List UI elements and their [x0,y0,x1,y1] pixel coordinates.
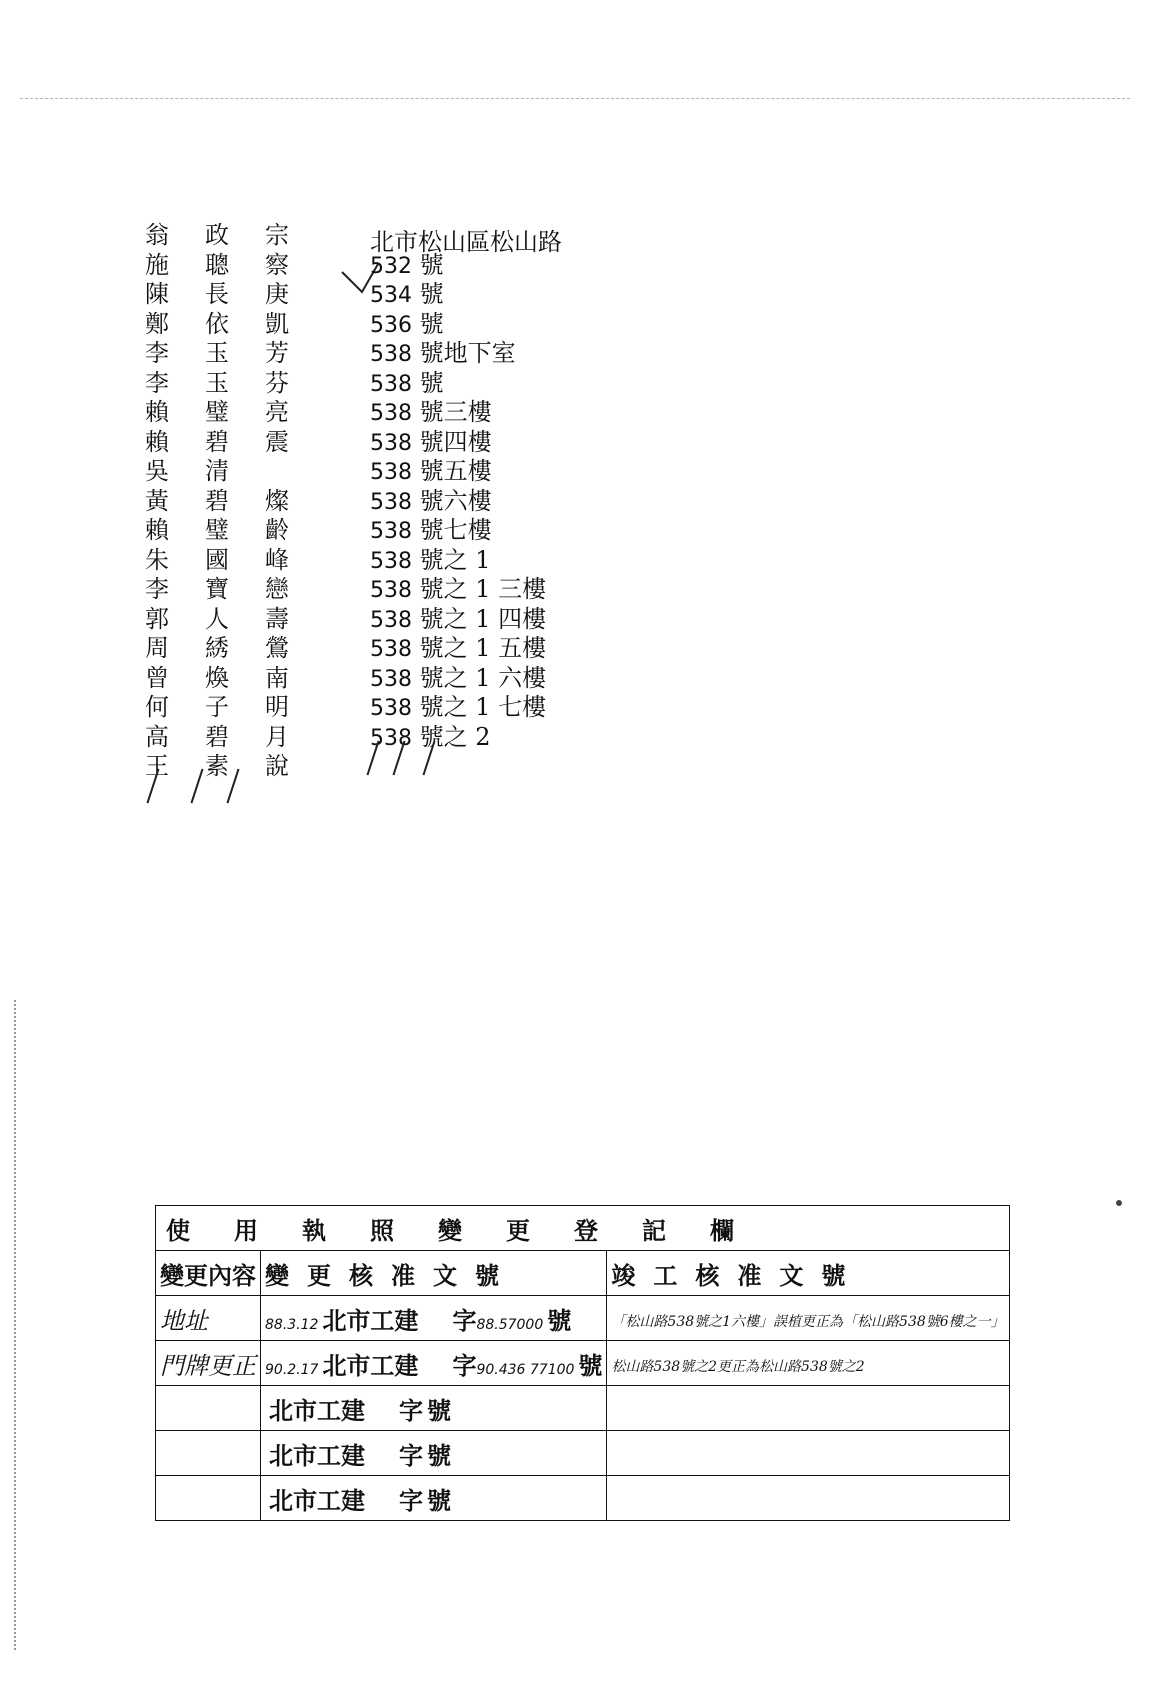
address-suffix: 號之 1 三樓 [419,575,547,603]
address-suffix: 號之 1 六樓 [419,663,547,692]
register-row [156,1341,1010,1386]
name-char: 綉 [205,634,229,662]
house-number: 538 [370,371,412,397]
name-char: 周 [145,634,169,662]
owner-address [370,309,630,341]
register-title: 使用執照變更登記欄 [156,1206,1010,1251]
owner-name [145,692,325,722]
owner-name [145,574,325,604]
house-number: 538 [370,725,412,751]
name-char: 戀 [265,575,289,603]
owner-name [145,338,325,368]
approval-date: 88.3.12 [265,1316,319,1333]
house-number: 534 [370,283,412,308]
approval-prefix: 北市工建 [269,1441,365,1470]
change-content: 地址 [156,1296,261,1341]
name-char: 亮 [265,398,289,426]
name-char: 玉 [205,339,229,367]
change-content: 門牌更正 [156,1341,261,1386]
owner-name [145,309,325,339]
name-char: 壽 [265,604,289,633]
address-suffix: 號七樓 [419,516,492,544]
approval-hao: 號 [427,1396,451,1425]
address-suffix: 號之 1 七樓 [419,693,547,721]
owner-name [145,545,325,575]
approval-zi: 字 [399,1441,423,1470]
address-suffix: 號之 1 [419,545,491,574]
name-char: 賴 [145,516,169,544]
name-char: 煥 [205,663,229,692]
name-char: 碧 [205,427,229,456]
approval-zi: 字 [452,1306,477,1335]
house-number: 538 [370,430,412,456]
name-char: 陳 [145,280,169,308]
name-char: 王 [145,752,169,780]
owner-address [370,663,630,695]
approval-hao: 號 [427,1441,451,1470]
name-char: 鄭 [145,309,169,338]
name-char: 芬 [265,368,289,397]
address-suffix: 號四樓 [419,427,492,456]
name-char: 高 [145,722,169,751]
house-number: 538 [370,401,412,426]
name-char: 翁 [145,221,169,249]
owner-address [370,574,630,606]
name-char: 朱 [145,545,169,574]
col-complete-header: 竣工核准文號 [607,1251,1009,1296]
owner-name [145,604,325,634]
approval-prefix: 北市工建 [322,1306,419,1335]
address-suffix: 號 [419,368,444,397]
margin-mark [1116,1200,1122,1206]
owner-name [145,515,325,545]
address-suffix: 號之 1 四樓 [419,604,547,633]
owner-name [145,486,325,516]
change-content [156,1386,261,1431]
approval-zi: 字 [452,1351,477,1380]
house-number: 538 [370,519,412,544]
name-char: 吳 [145,457,169,485]
change-content [156,1476,261,1521]
completion-approval-no [607,1431,1009,1476]
owner-name [145,279,325,309]
approval-hao: 號 [547,1306,572,1335]
owner-name [145,368,325,398]
change-approval-no [261,1476,607,1521]
owner-name [145,722,325,752]
owner-name [145,456,325,486]
name-char: 國 [205,545,229,574]
owner-address [370,722,630,754]
approval-ref: 88.57000 [476,1316,544,1333]
change-approval-no [261,1296,607,1341]
name-char: 賴 [145,427,169,456]
completion-approval-no [607,1296,1009,1341]
name-char: 李 [145,575,169,603]
name-char: 施 [145,250,169,279]
name-char: 郭 [145,604,169,633]
house-number: 538 [370,548,412,574]
name-char: 曾 [145,663,169,692]
approval-zi: 字 [399,1396,423,1425]
owner-address [370,427,630,459]
house-number: 538 [370,342,412,367]
house-number: 538 [370,460,412,485]
completion-approval-no [607,1386,1009,1431]
house-number: 536 [370,312,412,338]
address-suffix: 號之 2 [419,722,491,751]
approval-date: 90.2.17 [265,1361,319,1378]
house-number: 538 [370,637,412,662]
owner-address [370,515,630,547]
change-note: 松山路538號之2更正為松山路538號之2 [611,1359,865,1375]
name-char: 凱 [265,309,289,338]
name-char: 李 [145,339,169,367]
name-char: 素 [205,752,229,780]
name-char: 鶯 [265,634,289,662]
address-suffix: 號 [419,309,444,338]
name-char: 聰 [205,250,229,279]
change-approval-no [261,1386,607,1431]
owner-name [145,397,325,427]
approval-hao: 號 [427,1486,451,1515]
owner-address [370,692,630,724]
name-char: 說 [265,752,289,780]
name-char: 齡 [265,516,289,544]
change-approval-no [261,1431,607,1476]
owner-name [145,220,325,250]
owner-address [370,633,630,665]
name-char: 震 [265,427,289,456]
approval-prefix: 北市工建 [269,1486,365,1515]
name-char: 李 [145,368,169,397]
house-number: 538 [370,666,412,692]
change-register-table [155,1205,1010,1521]
name-char: 璧 [205,516,229,544]
house-number: 538 [370,696,412,721]
completion-approval-no [607,1476,1009,1521]
name-char: 寶 [205,575,229,603]
change-note: 「松山路538號之1六樓」誤植更正為「松山路538號6樓之一」 [611,1314,1005,1330]
register-row [156,1386,1010,1431]
owner-name [145,250,325,280]
name-char: 長 [205,280,229,308]
name-char: 子 [205,693,229,721]
name-char: 玉 [205,368,229,397]
owner-name [145,427,325,457]
address-suffix: 號之 1 五樓 [419,634,547,662]
scan-edge-dots [14,1000,16,1650]
house-number: 538 [370,578,412,603]
address-suffix: 號六樓 [419,486,492,515]
approval-zi: 字 [399,1486,423,1515]
name-char: 南 [265,663,289,692]
owner-name [145,633,325,663]
name-char: 碧 [205,486,229,515]
register-row [156,1296,1010,1341]
owner-address [370,397,630,429]
name-char: 依 [205,309,229,338]
col-content-header: 變更內容 [156,1251,261,1296]
approval-ref: 90.436 77100 [476,1361,575,1378]
owner-name [145,663,325,693]
change-content [156,1431,261,1476]
owner-address [370,456,630,488]
register-row [156,1431,1010,1476]
completion-approval-no [607,1341,1009,1386]
name-char: 賴 [145,398,169,426]
house-number: 538 [370,489,412,515]
owner-address [370,250,630,282]
approval-prefix: 北市工建 [269,1396,365,1425]
name-char: 明 [265,693,289,721]
name-char: 何 [145,693,169,721]
name-char: 人 [205,604,229,633]
owner-address [370,338,630,370]
name-char: 黃 [145,486,169,515]
address-suffix: 號地下室 [419,339,516,367]
owner-address [370,279,630,311]
owner-address [370,545,630,577]
address-suffix: 號五樓 [419,457,492,485]
name-char: 燦 [265,486,289,515]
owner-address [370,486,630,518]
name-char: 月 [265,722,289,751]
scan-artifact-line [20,98,1130,99]
address-suffix: 號 [419,280,444,308]
register-row [156,1476,1010,1521]
name-char: 政 [205,221,229,249]
name-char: 庚 [265,280,289,308]
address-suffix: 號三樓 [419,398,492,426]
owner-address [370,604,630,636]
house-number: 532 [370,253,412,279]
approval-hao: 號 [578,1351,603,1380]
name-char: 碧 [205,722,229,751]
header-address: 北市松山區松山路 [370,228,562,256]
name-char: 宗 [265,221,289,249]
change-approval-no [261,1341,607,1386]
name-char: 清 [205,457,229,485]
owner-address [370,368,630,400]
house-number: 538 [370,607,412,633]
name-char: 璧 [205,398,229,426]
col-change-header: 變更核准文號 [261,1251,607,1296]
name-char: 芳 [265,339,289,367]
name-char: 察 [265,250,289,279]
approval-prefix: 北市工建 [322,1351,419,1380]
address-suffix: 號 [419,250,444,279]
name-char: 峰 [265,545,289,574]
